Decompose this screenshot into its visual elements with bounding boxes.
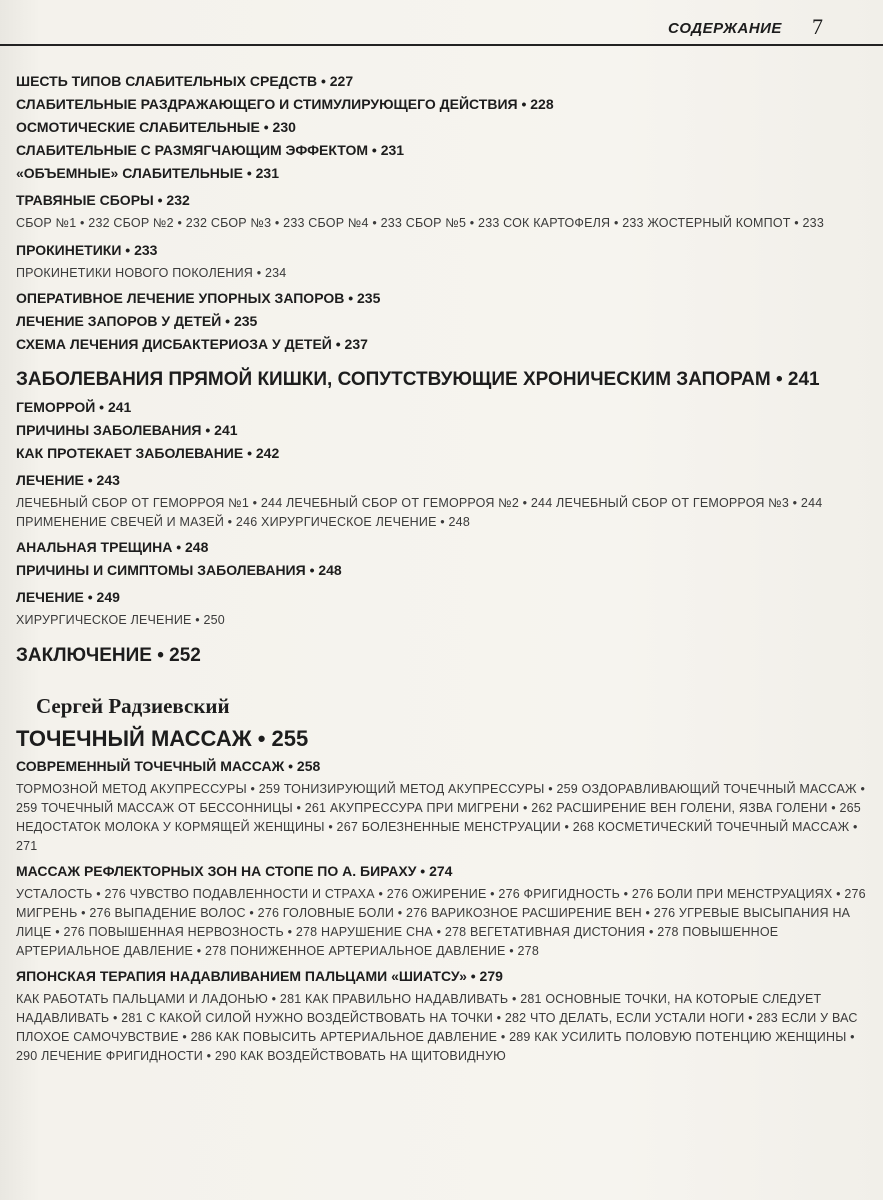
table-of-contents [16, 72, 866, 1072]
toc-chapter[interactable]: ТОЧЕЧНЫЙ МАССАЖ • 255 [16, 726, 309, 751]
toc-subentries[interactable]: ТОРМОЗНОЙ МЕТОД АКУПРЕССУРЫ • 259 ТОНИЗИРУЮЩИЙ МЕТОД АКУПРЕССУРЫ • 259 ОЗДОРАВЛИВАЮЩИЙ ТОЧЕЧНЫЙ МАССАЖ • 259 ТОЧЕЧНЫЙ МАССАЖ ОТ БЕССОННИЦЫ • 261 АКУПРЕССУРА ПРИ МИГРЕНИ • 262 РАСШИРЕНИЕ ВЕН ГОЛЕНИ, ЯЗВА ГОЛЕНИ • 265 НЕДОСТАТОК МОЛОКА У КОРМЯЩЕЙ ЖЕНЩИНЫ • 267 БОЛЕЗНЕННЫЕ МЕНСТРУАЦИИ • 268 КОСМЕТИЧЕСКИЙ ТОЧЕЧНЫЙ МАССАЖ • 271 [16, 782, 866, 853]
toc-author: Сергей Радзиевский [36, 694, 230, 718]
toc-subentries[interactable]: ЛЕЧЕБНЫЙ СБОР ОТ ГЕМОРРОЯ №1 • 244 ЛЕЧЕБНЫЙ СБОР ОТ ГЕМОРРОЯ №2 • 244 ЛЕЧЕБНЫЙ СБОР ОТ ГЕМОРРОЯ №3 • 244 ПРИМЕНЕНИЕ СВЕЧЕЙ И МАЗЕЙ • 246 ХИРУРГИЧЕСКОЕ ЛЕЧЕНИЕ • 248 [16, 496, 823, 529]
toc-entry[interactable]: ЛЕЧЕНИЕ • 243 [16, 472, 120, 488]
toc-entry[interactable]: ОСМОТИЧЕСКИЕ СЛАБИТЕЛЬНЫЕ • 230 [16, 119, 296, 135]
toc-entry[interactable]: ЛЕЧЕНИЕ • 249 [16, 589, 120, 605]
page-number: 7 [812, 14, 823, 39]
running-header-title: СОДЕРЖАНИЕ [668, 20, 782, 37]
toc-entry[interactable]: ТРАВЯНЫЕ СБОРЫ • 232 [16, 192, 190, 208]
toc-entry[interactable]: АНАЛЬНАЯ ТРЕЩИНА • 248 [16, 539, 209, 555]
toc-chapter[interactable]: ЗАБОЛЕВАНИЯ ПРЯМОЙ КИШКИ, СОПУТСТВУЮЩИЕ ХРОНИЧЕСКИМ ЗАПОРАМ • 241 [16, 369, 820, 390]
toc-entry[interactable]: «ОБЪЕМНЫЕ» СЛАБИТЕЛЬНЫЕ • 231 [16, 165, 279, 181]
toc-entry[interactable]: ШЕСТЬ ТИПОВ СЛАБИТЕЛЬНЫХ СРЕДСТВ • 227 [16, 73, 354, 89]
toc-subentries[interactable]: ХИРУРГИЧЕСКОЕ ЛЕЧЕНИЕ • 250 [16, 613, 225, 627]
toc-entry[interactable]: МАССАЖ РЕФЛЕКТОРНЫХ ЗОН НА СТОПЕ ПО А. БИРАХУ • 274 [16, 863, 453, 879]
toc-entry[interactable]: СЛАБИТЕЛЬНЫЕ С РАЗМЯГЧАЮЩИМ ЭФФЕКТОМ • 231 [16, 142, 405, 158]
toc-entry[interactable]: СХЕМА ЛЕЧЕНИЯ ДИСБАКТЕРИОЗА У ДЕТЕЙ • 237 [16, 336, 368, 352]
toc-entry[interactable]: ЛЕЧЕНИЕ ЗАПОРОВ У ДЕТЕЙ • 235 [16, 313, 258, 329]
header-rule [0, 44, 883, 46]
toc-chapter[interactable]: ЗАКЛЮЧЕНИЕ • 252 [16, 645, 201, 666]
toc-entry[interactable]: СЛАБИТЕЛЬНЫЕ РАЗДРАЖАЮЩЕГО И СТИМУЛИРУЮЩЕГО ДЕЙСТВИЯ • 228 [16, 96, 554, 112]
toc-subentries[interactable]: ПРОКИНЕТИКИ НОВОГО ПОКОЛЕНИЯ • 234 [16, 266, 287, 280]
toc-entry[interactable]: ЯПОНСКАЯ ТЕРАПИЯ НАДАВЛИВАНИЕМ ПАЛЬЦАМИ «ШИАТСУ» • 279 [16, 968, 503, 984]
toc-subentries[interactable]: СБОР №1 • 232 СБОР №2 • 232 СБОР №3 • 233 СБОР №4 • 233 СБОР №5 • 233 СОК КАРТОФЕЛЯ • 233 ЖОСТЕРНЫЙ КОМПОТ • 233 [16, 216, 824, 230]
toc-entry[interactable]: СОВРЕМЕННЫЙ ТОЧЕЧНЫЙ МАССАЖ • 258 [16, 758, 321, 774]
toc-entry[interactable]: ПРИЧИНЫ И СИМПТОМЫ ЗАБОЛЕВАНИЯ • 248 [16, 562, 342, 578]
toc-entry[interactable]: КАК ПРОТЕКАЕТ ЗАБОЛЕВАНИЕ • 242 [16, 445, 280, 461]
toc-subentries[interactable]: УСТАЛОСТЬ • 276 ЧУВСТВО ПОДАВЛЕННОСТИ И СТРАХА • 276 ОЖИРЕНИЕ • 276 ФРИГИДНОСТЬ • 276 БОЛИ ПРИ МЕНСТРУАЦИЯХ • 276 МИГРЕНЬ • 276 ВЫПАДЕНИЕ ВОЛОС • 276 ГОЛОВНЫЕ БОЛИ • 276 ВАРИКОЗНОЕ РАСШИРЕНИЕ ВЕН • 276 УГРЕВЫЕ ВЫСЫПАНИЯ НА ЛИЦЕ • 276 ПОВЫШЕННАЯ НЕРВОЗНОСТЬ • 278 НАРУШЕНИЕ СНА • 278 ВЕГЕТАТИВНАЯ ДИСТОНИЯ • 278 ПОВЫШЕННОЕ АРТЕРИАЛЬНОЕ ДАВЛЕНИЕ • 278 ПОНИЖЕННОЕ АРТЕРИАЛЬНОЕ ДАВЛЕНИЕ • 278 [16, 887, 866, 958]
toc-entry[interactable]: ПРОКИНЕТИКИ • 233 [16, 242, 158, 258]
toc-entry[interactable]: ПРИЧИНЫ ЗАБОЛЕВАНИЯ • 241 [16, 422, 238, 438]
toc-subentries[interactable]: КАК РАБОТАТЬ ПАЛЬЦАМИ И ЛАДОНЬЮ • 281 КАК ПРАВИЛЬНО НАДАВЛИВАТЬ • 281 ОСНОВНЫЕ ТОЧКИ, НА КОТОРЫЕ СЛЕДУЕТ НАДАВЛИВАТЬ • 281 С КАКОЙ СИЛОЙ НУЖНО ВОЗДЕЙСТВОВАТЬ НА ТОЧКИ • 282 ЧТО ДЕЛАТЬ, ЕСЛИ УСТАЛИ НОГИ • 283 ЕСЛИ У ВАС ПЛОХОЕ САМОЧУВСТВИЕ • 286 КАК ПОВЫСИТЬ АРТЕРИАЛЬНОЕ ДАВЛЕНИЕ • 289 КАК УСИЛИТЬ ПОЛОВУЮ ПОТЕНЦИЮ ЖЕНЩИНЫ • 290 ЛЕЧЕНИЕ ФРИГИДНОСТИ • 290 КАК ВОЗДЕЙСТВОВАТЬ НА ЩИТОВИДНУЮ [16, 992, 858, 1063]
toc-entry[interactable]: ГЕМОРРОЙ • 241 [16, 399, 132, 415]
toc-entry[interactable]: ОПЕРАТИВНОЕ ЛЕЧЕНИЕ УПОРНЫХ ЗАПОРОВ • 235 [16, 290, 381, 306]
